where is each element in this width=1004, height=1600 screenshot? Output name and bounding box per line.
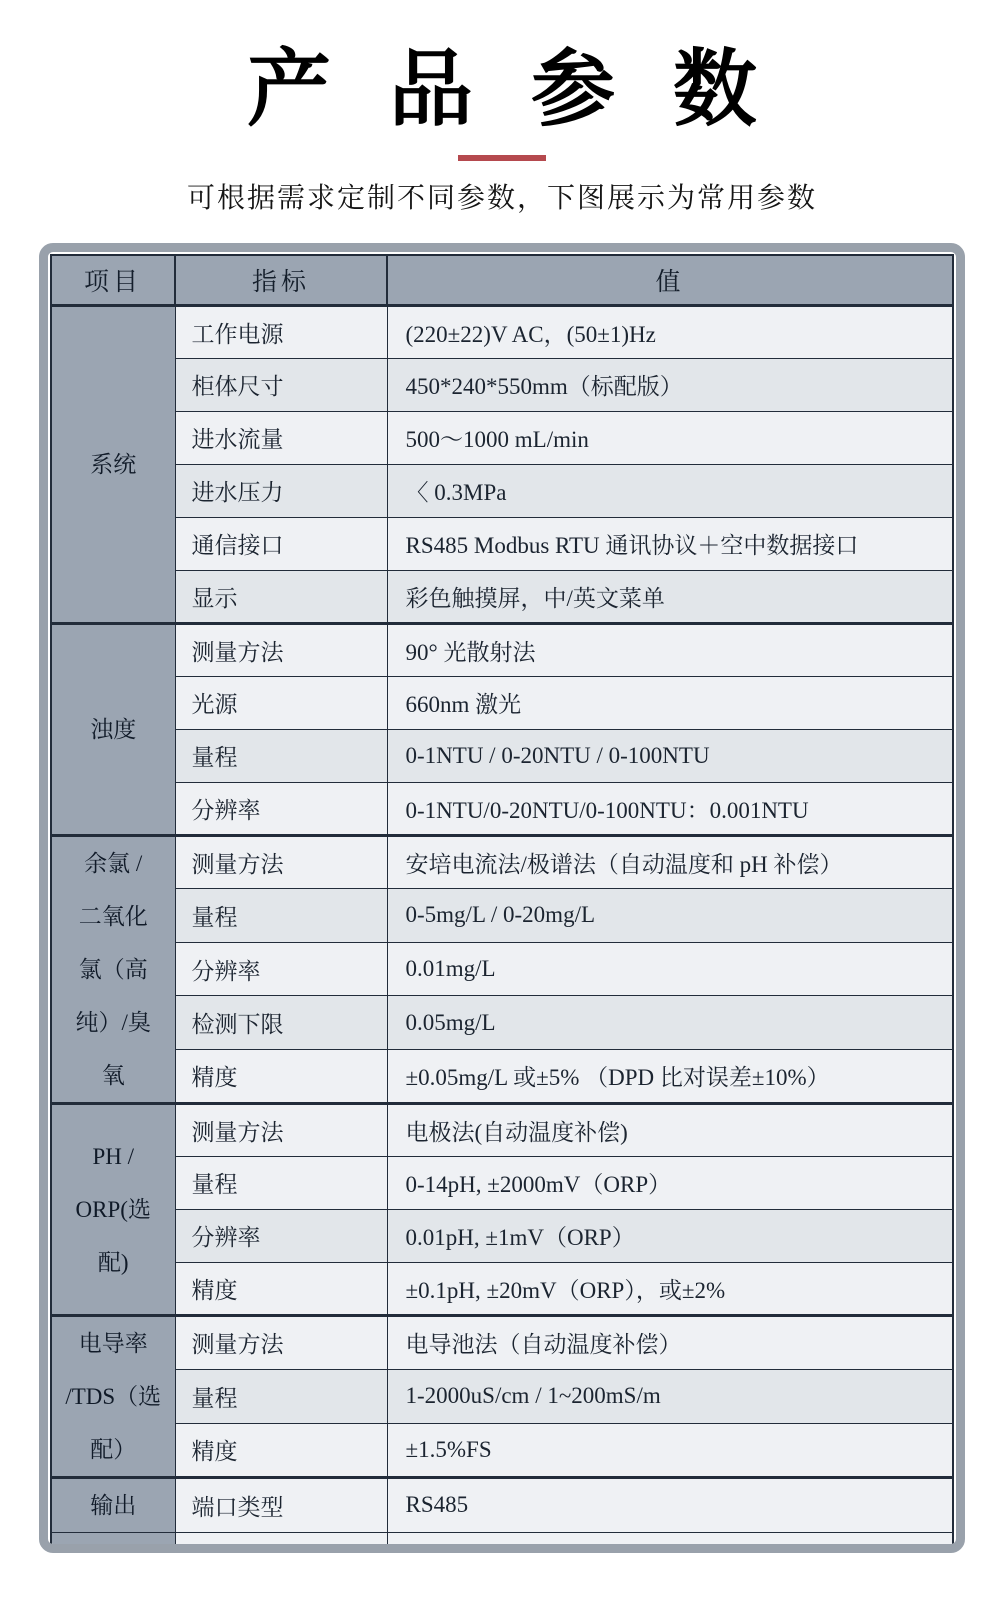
value-cell: 安培电流法/极谱法（自动温度和 pH 补偿） bbox=[387, 835, 953, 889]
group-label-line: 电导率 bbox=[78, 1330, 148, 1356]
table-row bbox=[51, 1369, 953, 1423]
value-cell: 0-14pH, ±2000mV（ORP） bbox=[387, 1156, 953, 1209]
table-row bbox=[51, 676, 953, 729]
group-label-line: 浊度 bbox=[90, 716, 137, 742]
table-row bbox=[51, 623, 953, 676]
indicator-cell: 量程 bbox=[175, 1156, 387, 1209]
indicator-cell: 进水流量 bbox=[175, 411, 387, 464]
group-label-line: 二氧化 bbox=[78, 903, 148, 929]
value-cell: 0.01mg/L bbox=[387, 942, 953, 996]
group-label-line: ORP(选 bbox=[75, 1196, 151, 1222]
value-cell: RS485 bbox=[387, 1477, 953, 1532]
indicator-cell: 进水压力 bbox=[175, 464, 387, 517]
group-label-line: 余氯 / bbox=[84, 850, 143, 876]
group-label-line: /TDS（选 bbox=[65, 1383, 162, 1409]
table-row bbox=[51, 942, 953, 996]
value-cell: (220±22)V AC，(50±1)Hz bbox=[387, 305, 953, 358]
indicator-cell: 显示 bbox=[175, 570, 387, 623]
table-header-row bbox=[51, 255, 953, 305]
value-cell: 90° 光散射法 bbox=[387, 623, 953, 676]
indicator-cell: 通信接口 bbox=[175, 517, 387, 570]
table-row bbox=[51, 411, 953, 464]
table-row bbox=[51, 358, 953, 411]
table-row bbox=[51, 729, 953, 782]
value-cell: 0-1NTU / 0-20NTU / 0-100NTU bbox=[387, 729, 953, 782]
value-cell: ±0.05mg/L 或±5% （DPD 比对误差±10%） bbox=[387, 1049, 953, 1103]
title-divider bbox=[458, 155, 546, 161]
value-cell: 450*240*550mm（标配版） bbox=[387, 358, 953, 411]
partial-row bbox=[51, 1532, 953, 1544]
indicator-cell: 分辨率 bbox=[175, 782, 387, 835]
value-cell: 0.01pH, ±1mV（ORP） bbox=[387, 1209, 953, 1262]
table-row bbox=[51, 889, 953, 943]
table-row bbox=[51, 1477, 953, 1532]
page-subtitle: 可根据需求定制不同参数，下图展示为常用参数 bbox=[186, 183, 817, 215]
indicator-cell: 测量方法 bbox=[175, 1103, 387, 1156]
value-cell: 0-1NTU/0-20NTU/0-100NTU：0.001NTU bbox=[387, 782, 953, 835]
partial-group-cell bbox=[51, 1532, 175, 1544]
table-row bbox=[51, 1103, 953, 1156]
title-block bbox=[0, 0, 1004, 216]
table-row bbox=[51, 305, 953, 358]
indicator-cell: 量程 bbox=[175, 1369, 387, 1423]
spec-table bbox=[50, 254, 954, 1544]
table-row bbox=[51, 1156, 953, 1209]
group-label-line: 系统 bbox=[90, 451, 137, 477]
value-cell: ±0.1pH, ±20mV（ORP），或±2% bbox=[387, 1262, 953, 1315]
indicator-cell: 测量方法 bbox=[175, 623, 387, 676]
table-row bbox=[51, 1423, 953, 1477]
indicator-cell: 检测下限 bbox=[175, 996, 387, 1050]
indicator-cell: 测量方法 bbox=[175, 835, 387, 889]
group-cell bbox=[51, 1477, 175, 1532]
group-cell bbox=[51, 305, 175, 623]
group-cell bbox=[51, 1315, 175, 1477]
value-cell: ±1.5%FS bbox=[387, 1423, 953, 1477]
value-cell: 彩色触摸屏，中/英文菜单 bbox=[387, 570, 953, 623]
page-title: 产 品 参 数 bbox=[247, 44, 776, 137]
table-row bbox=[51, 517, 953, 570]
indicator-cell: 光源 bbox=[175, 676, 387, 729]
header-value: 值 bbox=[387, 255, 953, 305]
indicator-cell: 分辨率 bbox=[175, 1209, 387, 1262]
group-label-line: 输出 bbox=[90, 1492, 137, 1518]
partial-value-cell bbox=[387, 1532, 953, 1544]
indicator-cell: 工作电源 bbox=[175, 305, 387, 358]
table-row bbox=[51, 570, 953, 623]
header-item: 项目 bbox=[51, 255, 175, 305]
indicator-cell: 分辨率 bbox=[175, 942, 387, 996]
group-label-line: 配) bbox=[97, 1249, 129, 1275]
table-row bbox=[51, 464, 953, 517]
value-cell: 电导池法（自动温度补偿） bbox=[387, 1315, 953, 1369]
group-cell bbox=[51, 1103, 175, 1315]
group-label-line: 氧 bbox=[101, 1062, 125, 1088]
indicator-cell: 精度 bbox=[175, 1049, 387, 1103]
group-cell bbox=[51, 623, 175, 835]
value-cell: 0-5mg/L / 0-20mg/L bbox=[387, 889, 953, 943]
indicator-cell: 精度 bbox=[175, 1262, 387, 1315]
value-cell: 0.05mg/L bbox=[387, 996, 953, 1050]
table-row bbox=[51, 1209, 953, 1262]
table-row bbox=[51, 1262, 953, 1315]
value-cell: 1-2000uS/cm / 1~200mS/m bbox=[387, 1369, 953, 1423]
value-cell: 电极法(自动温度补偿) bbox=[387, 1103, 953, 1156]
table-row bbox=[51, 996, 953, 1050]
value-cell: 500～1000 mL/min bbox=[387, 411, 953, 464]
spec-table-frame bbox=[39, 243, 965, 1553]
table-row bbox=[51, 835, 953, 889]
header-indicator: 指标 bbox=[175, 255, 387, 305]
table-row bbox=[51, 1049, 953, 1103]
indicator-cell: 端口类型 bbox=[175, 1477, 387, 1532]
indicator-cell: 柜体尺寸 bbox=[175, 358, 387, 411]
value-cell: 660nm 激光 bbox=[387, 676, 953, 729]
group-label-line: 纯）/臭 bbox=[75, 1009, 151, 1035]
table-row bbox=[51, 782, 953, 835]
group-label-line: PH / bbox=[92, 1143, 135, 1169]
partial-indicator-cell bbox=[175, 1532, 387, 1544]
indicator-cell: 量程 bbox=[175, 729, 387, 782]
group-cell bbox=[51, 835, 175, 1103]
group-label-line: 配） bbox=[90, 1436, 137, 1462]
table-row bbox=[51, 1315, 953, 1369]
indicator-cell: 测量方法 bbox=[175, 1315, 387, 1369]
value-cell: 〈 0.3MPa bbox=[387, 464, 953, 517]
value-cell: RS485 Modbus RTU 通讯协议＋空中数据接口 bbox=[387, 517, 953, 570]
indicator-cell: 精度 bbox=[175, 1423, 387, 1477]
indicator-cell: 量程 bbox=[175, 889, 387, 943]
group-label-line: 氯（高 bbox=[78, 956, 148, 982]
